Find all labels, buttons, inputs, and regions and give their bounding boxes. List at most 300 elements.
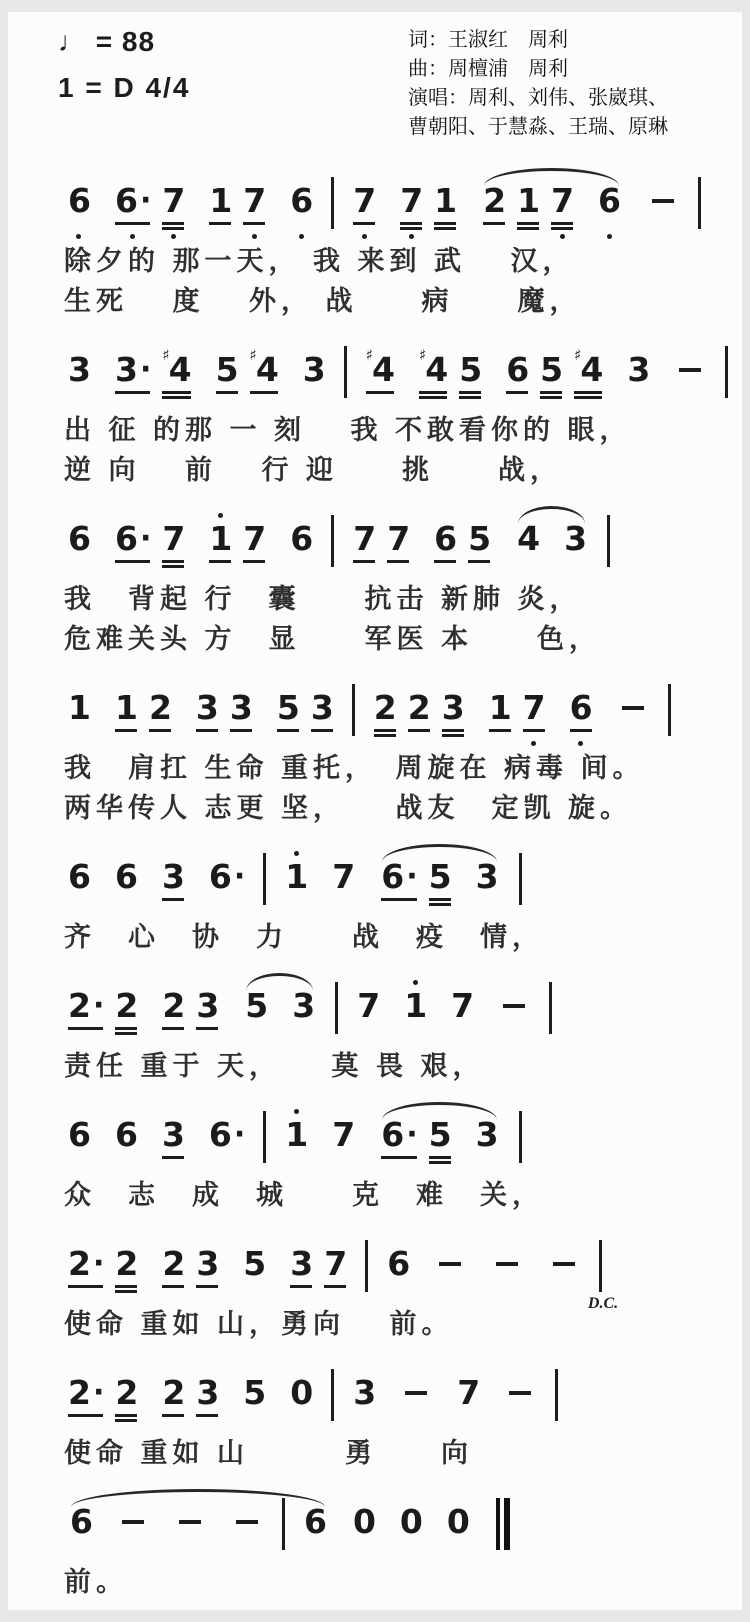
beam-group: [109, 510, 190, 579]
underline-slot: [303, 388, 325, 401]
low-octave-dot: [76, 234, 81, 239]
note-underline: [434, 222, 456, 225]
underline-slot: [483, 219, 505, 232]
underline-slot: [162, 895, 184, 908]
barline: [331, 177, 334, 229]
underline-slot: [68, 1411, 103, 1424]
note: [109, 1364, 143, 1433]
underline-slot: [627, 388, 649, 401]
note: [592, 172, 626, 241]
beam-group: [156, 1235, 224, 1304]
beam-group: [428, 510, 496, 579]
underline-slot: [68, 557, 90, 570]
final-barline: [496, 1498, 510, 1550]
final-barline-thick: [504, 1498, 510, 1550]
duration-dash: [553, 1262, 575, 1266]
note-underline: [162, 898, 184, 901]
note-digit: 6 ·: [114, 519, 151, 558]
augmentation-dot: ·: [233, 1117, 245, 1152]
duration-dash: [122, 1520, 144, 1524]
performers-credit-cont: 曹朝阳、于慧淼、王瑞、原琳: [408, 116, 668, 138]
note: [109, 172, 156, 241]
note-digit: [498, 988, 530, 1024]
underline-slot: [491, 1282, 523, 1295]
underline-slot: [162, 1282, 184, 1295]
note-underline: [540, 396, 562, 399]
note-underline: [374, 734, 396, 737]
octave-dot-slot-bottom: [76, 232, 81, 241]
note-underline: [374, 729, 396, 732]
note-digit: 7: [243, 519, 266, 558]
low-octave-dot: [578, 741, 583, 746]
octave-dot-slot-bottom: [362, 232, 367, 241]
note-digit: 0: [446, 1502, 469, 1541]
duration-dash: [439, 1262, 461, 1266]
underline-slot: [429, 1153, 451, 1166]
note-digit: 0: [352, 1502, 375, 1541]
lyrics-line: 众 志 成 城 克 难 关，: [64, 1180, 544, 1210]
note-underline: [68, 1285, 103, 1288]
note: [190, 1364, 224, 1433]
note: [621, 341, 655, 410]
sharp-icon: ♯: [249, 346, 257, 364]
lyrics-line: 前。: [64, 1567, 128, 1597]
note: [375, 848, 422, 917]
tempo-marking: ♩ = 88: [58, 26, 156, 57]
note-digit: 6: [68, 857, 90, 896]
note-digit: 3: [161, 857, 184, 896]
duration-dash: [622, 706, 644, 710]
note-digit: 6 ·: [381, 857, 417, 896]
note: [237, 510, 271, 579]
note-underline: [115, 1027, 137, 1030]
note: [483, 679, 517, 748]
underline-slot: [162, 1024, 184, 1037]
note: [203, 510, 237, 579]
beam-group: [156, 977, 224, 1046]
note-underline: [570, 729, 592, 732]
note: [190, 1235, 224, 1304]
note-underline: [115, 1285, 137, 1288]
note: [156, 977, 190, 1046]
note-digit: 7: [522, 688, 545, 727]
note-digit: 1: [488, 688, 511, 727]
note-digit: 6: [68, 519, 90, 558]
note-digit: [434, 1246, 466, 1282]
note-underline: [574, 396, 602, 399]
notes-row: [62, 510, 728, 579]
note-digit: [491, 1246, 523, 1282]
underline-slot: [290, 219, 312, 232]
note-digit: [400, 1375, 432, 1411]
underline-slot: [387, 1282, 409, 1295]
note-digit: 6: [506, 350, 529, 389]
music-line: [62, 510, 728, 659]
note: [500, 341, 534, 410]
note-digit: 2: [148, 688, 171, 727]
note: [62, 172, 96, 241]
octave-dot-slot-bottom: [130, 232, 135, 241]
barline: [607, 515, 610, 567]
note: [451, 1364, 485, 1433]
note-underline: [115, 391, 150, 394]
octave-dot-slot-bottom: [531, 739, 536, 748]
underline-slot: [498, 1024, 530, 1037]
note-underline: [243, 560, 265, 563]
dash-note: [225, 1493, 269, 1562]
note-digit: 2: [115, 1244, 138, 1283]
note-digit: ♯ 4: [418, 346, 448, 389]
underline-slot: [196, 1411, 218, 1424]
note: [347, 1364, 381, 1433]
underline-slot: [647, 219, 679, 232]
barline: [668, 684, 671, 736]
note-digit: 3: [290, 1244, 313, 1283]
note: [545, 172, 579, 241]
underline-slot: [598, 219, 620, 232]
note-digit: 2: [407, 688, 430, 727]
note-digit: 3: [475, 857, 498, 896]
note: [558, 510, 592, 579]
note-digit: 7: [332, 1115, 355, 1154]
note: [453, 341, 487, 410]
note-digit: 5: [459, 350, 482, 389]
underline-slot: [374, 726, 396, 739]
underline-slot: [117, 1540, 149, 1553]
note-underline: [115, 1032, 137, 1035]
underline-slot: [459, 388, 481, 401]
note-digit: 7: [243, 181, 266, 220]
underline-slot: [162, 388, 190, 401]
octave-dot-slot-bottom: [252, 232, 257, 241]
note-digit: [617, 690, 649, 726]
barline: [365, 1240, 368, 1292]
note-underline: [574, 391, 602, 394]
note-underline: [442, 734, 464, 737]
score-header: [8, 12, 742, 142]
barline: [344, 346, 347, 398]
dash-note: [111, 1493, 155, 1562]
barline: [555, 1369, 558, 1421]
note-underline: [162, 396, 190, 399]
note-underline: [162, 565, 184, 568]
lyrics-line: 危难关头 方 显 军医 本 色，: [64, 624, 602, 654]
note: [318, 1235, 352, 1304]
augmentation-dot: ·: [139, 521, 151, 556]
notes-row: [62, 848, 728, 917]
note: [62, 848, 96, 917]
underline-slot: [523, 726, 545, 739]
beam-group: [375, 1106, 456, 1175]
note-digit: 3: [196, 1373, 219, 1412]
low-octave-dot: [607, 234, 612, 239]
note-digit: 3: [475, 1115, 498, 1154]
note: [64, 1493, 98, 1562]
underline-slot: [209, 1153, 244, 1166]
underline-slot: [332, 1153, 354, 1166]
note: [477, 172, 511, 241]
note: [224, 679, 258, 748]
notes-row: [62, 341, 728, 410]
note-underline: [209, 560, 231, 563]
dash-note: [394, 1364, 438, 1433]
note-digit: 3: [229, 688, 252, 727]
note: [143, 679, 177, 748]
underline-slot: [476, 895, 498, 908]
note: [375, 1106, 422, 1175]
note: [423, 1106, 457, 1175]
underline-slot: [353, 1540, 375, 1553]
note-digit: 3: [441, 688, 464, 727]
composer-credit: 曲：周檀浦 周利: [408, 58, 568, 80]
barline: [519, 853, 522, 905]
note-digit: 0: [290, 1373, 313, 1412]
note: [156, 510, 190, 579]
note-digit: 7: [451, 986, 474, 1025]
note: [436, 679, 470, 748]
octave-dot-slot-bottom: [409, 232, 414, 241]
note-digit: 2: [162, 1244, 185, 1283]
note-underline: [353, 222, 375, 225]
underline-slot: [162, 219, 184, 232]
underline-slot: [115, 388, 150, 401]
note-underline: [149, 729, 171, 732]
note-digit: 2 ·: [68, 1373, 104, 1412]
underline-slot: [162, 1411, 184, 1424]
note-digit: [647, 183, 679, 219]
lyrics-line: 使命 重如 山，勇向 前。: [64, 1309, 454, 1339]
note: [279, 1106, 313, 1175]
note-underline: [540, 391, 562, 394]
beam-group: [109, 679, 177, 748]
note: [109, 1106, 143, 1175]
note-digit: 1: [114, 688, 137, 727]
key-time-signature: 1 = D 4/4: [58, 72, 191, 103]
note: [441, 1493, 475, 1562]
note-digit: 5: [276, 688, 299, 727]
note: [568, 341, 608, 410]
note-digit: 3: [627, 350, 650, 389]
beam-group: [62, 977, 143, 1046]
note-underline: [115, 729, 137, 732]
low-octave-dot: [362, 234, 367, 239]
underline-slot: [290, 1282, 312, 1295]
note-underline: [115, 222, 150, 225]
underline-slot: [400, 1411, 432, 1424]
dash-note: [542, 1235, 586, 1304]
note-underline: [324, 1285, 346, 1288]
dash-note: [668, 341, 712, 410]
note-underline: [162, 391, 190, 394]
low-octave-dot: [130, 234, 135, 239]
underline-slot: [551, 219, 573, 232]
note-digit: [504, 1375, 536, 1411]
underline-slot: [548, 1282, 580, 1295]
beam-group: [347, 510, 415, 579]
underline-slot: [162, 557, 184, 570]
notes-row: [62, 1364, 728, 1433]
note-underline: [429, 1161, 451, 1164]
duration-dash: [679, 368, 701, 372]
note: [62, 341, 96, 410]
barline: [263, 1111, 266, 1163]
sharp-icon: ♯: [418, 346, 427, 364]
note-digit: 1: [285, 857, 308, 896]
slur-group: [475, 172, 628, 241]
note: [237, 1364, 271, 1433]
note-digit: 3: [196, 1244, 219, 1283]
underline-slot: [504, 1411, 536, 1424]
high-octave-dot: [413, 980, 418, 985]
underline-slot: [324, 1282, 346, 1295]
underline-slot: [570, 726, 592, 739]
note-underline: [434, 560, 456, 563]
note-underline: [429, 1156, 451, 1159]
note-underline: [68, 1027, 103, 1030]
slur-group: [62, 1493, 334, 1562]
underline-slot: [243, 219, 265, 232]
lyrics-line: 出 征 的那 一 刻 我 不敢看你的 眼，: [64, 415, 632, 445]
note-underline: [483, 222, 505, 225]
notes-row: [62, 977, 728, 1046]
beam-group: [368, 679, 470, 748]
sharp-icon: ♯: [574, 346, 582, 364]
note: [109, 977, 143, 1046]
note: [156, 1364, 190, 1433]
underline-slot: [408, 726, 430, 739]
underline-slot: [68, 1282, 103, 1295]
lyrics-line: 除夕的 那一天， 我 来到 武 汉，: [64, 246, 575, 276]
note-digit: 3: [302, 350, 325, 389]
octave-dot-slot-bottom: [560, 232, 565, 241]
note-underline: [468, 560, 490, 563]
note-digit: 6: [68, 1115, 90, 1154]
note-underline: [196, 729, 218, 732]
note: [62, 679, 96, 748]
low-octave-dot: [531, 741, 536, 746]
note-digit: 4: [517, 519, 540, 558]
underline-slot: [674, 388, 706, 401]
note-underline: [162, 1156, 184, 1159]
underline-slot: [216, 388, 238, 401]
note-digit: [174, 1504, 206, 1540]
note-digit: 3: [292, 986, 315, 1025]
note-digit: 5: [245, 986, 268, 1025]
underline-slot: [290, 557, 312, 570]
underline-slot: [617, 726, 649, 739]
dash-note: [641, 172, 685, 241]
dash-note: [485, 1235, 529, 1304]
note-digit: 7: [353, 519, 376, 558]
note-underline: [429, 898, 451, 901]
note-digit: 3 ·: [114, 350, 151, 389]
note-underline: [442, 729, 464, 732]
notes-row: [62, 1235, 728, 1312]
underline-slot: [332, 895, 354, 908]
note-digit: 3: [310, 688, 333, 727]
lyrics-line: 两华传人 志更 坚， 战友 定凯 旋。: [64, 793, 633, 823]
underline-slot: [250, 388, 278, 401]
note-underline: [115, 560, 150, 563]
note-underline: [115, 1290, 137, 1293]
note-underline: [115, 1414, 137, 1417]
underline-slot: [196, 1282, 218, 1295]
note: [109, 510, 156, 579]
note-digit: 5: [468, 519, 491, 558]
note: [470, 848, 504, 917]
low-octave-dot: [299, 234, 304, 239]
beam-group: [210, 341, 284, 410]
augmentation-dot: ·: [406, 859, 417, 894]
underline-slot: [353, 557, 375, 570]
note-digit: 6: [598, 181, 620, 220]
lyrics-line: 责任 重于 天， 莫 畏 艰，: [64, 1051, 485, 1081]
beam-group: [190, 679, 258, 748]
note-digit: 5: [243, 1373, 266, 1412]
underline-slot: [517, 219, 539, 232]
underline-slot: [400, 219, 422, 232]
barline: [335, 982, 338, 1034]
note-digit: 7: [162, 181, 185, 220]
barline: [331, 1369, 334, 1421]
note-digit: [674, 352, 706, 388]
note-underline: [419, 396, 447, 399]
note-digit: 2: [483, 181, 506, 220]
underline-slot: [447, 1540, 469, 1553]
underline-slot: [115, 1153, 137, 1166]
low-octave-dot: [171, 234, 176, 239]
beam-group: [375, 848, 456, 917]
note-underline: [196, 1027, 218, 1030]
underline-slot: [115, 726, 137, 739]
note-digit: 2: [115, 1373, 138, 1412]
underline-slot: [162, 1153, 184, 1166]
note-digit: 1: [404, 986, 427, 1025]
note-digit: 5: [243, 1244, 266, 1283]
underline-slot: [230, 726, 252, 739]
notes-row: [62, 1106, 728, 1175]
note: [190, 679, 224, 748]
underline-slot: [489, 726, 511, 739]
beam-group: [109, 172, 190, 241]
barline: [519, 1111, 522, 1163]
note-digit: [231, 1504, 263, 1540]
note-underline: [506, 391, 528, 394]
note-underline: [381, 898, 416, 901]
underline-slot: [442, 726, 464, 739]
note-digit: ♯ 4: [574, 346, 603, 389]
note-underline: [387, 560, 409, 563]
dash-note: [498, 1364, 542, 1433]
note: [284, 172, 318, 241]
underline-slot: [311, 726, 333, 739]
underline-slot: [476, 1153, 498, 1166]
high-octave-dot: [218, 513, 223, 518]
underline-slot: [196, 1024, 218, 1037]
octave-dot-slot-bottom: [607, 232, 612, 241]
underline-slot: [70, 1540, 92, 1553]
octave-dot-slot-bottom: [299, 232, 304, 241]
augmentation-dot: ·: [139, 183, 151, 218]
note: [210, 341, 244, 410]
note: [156, 172, 190, 241]
note-digit: 1: [285, 1115, 308, 1154]
note-digit: 6: [70, 1502, 92, 1541]
note-digit: 6: [114, 857, 137, 896]
note: [62, 977, 109, 1046]
barline: [698, 177, 701, 229]
underline-slot: [429, 895, 451, 908]
